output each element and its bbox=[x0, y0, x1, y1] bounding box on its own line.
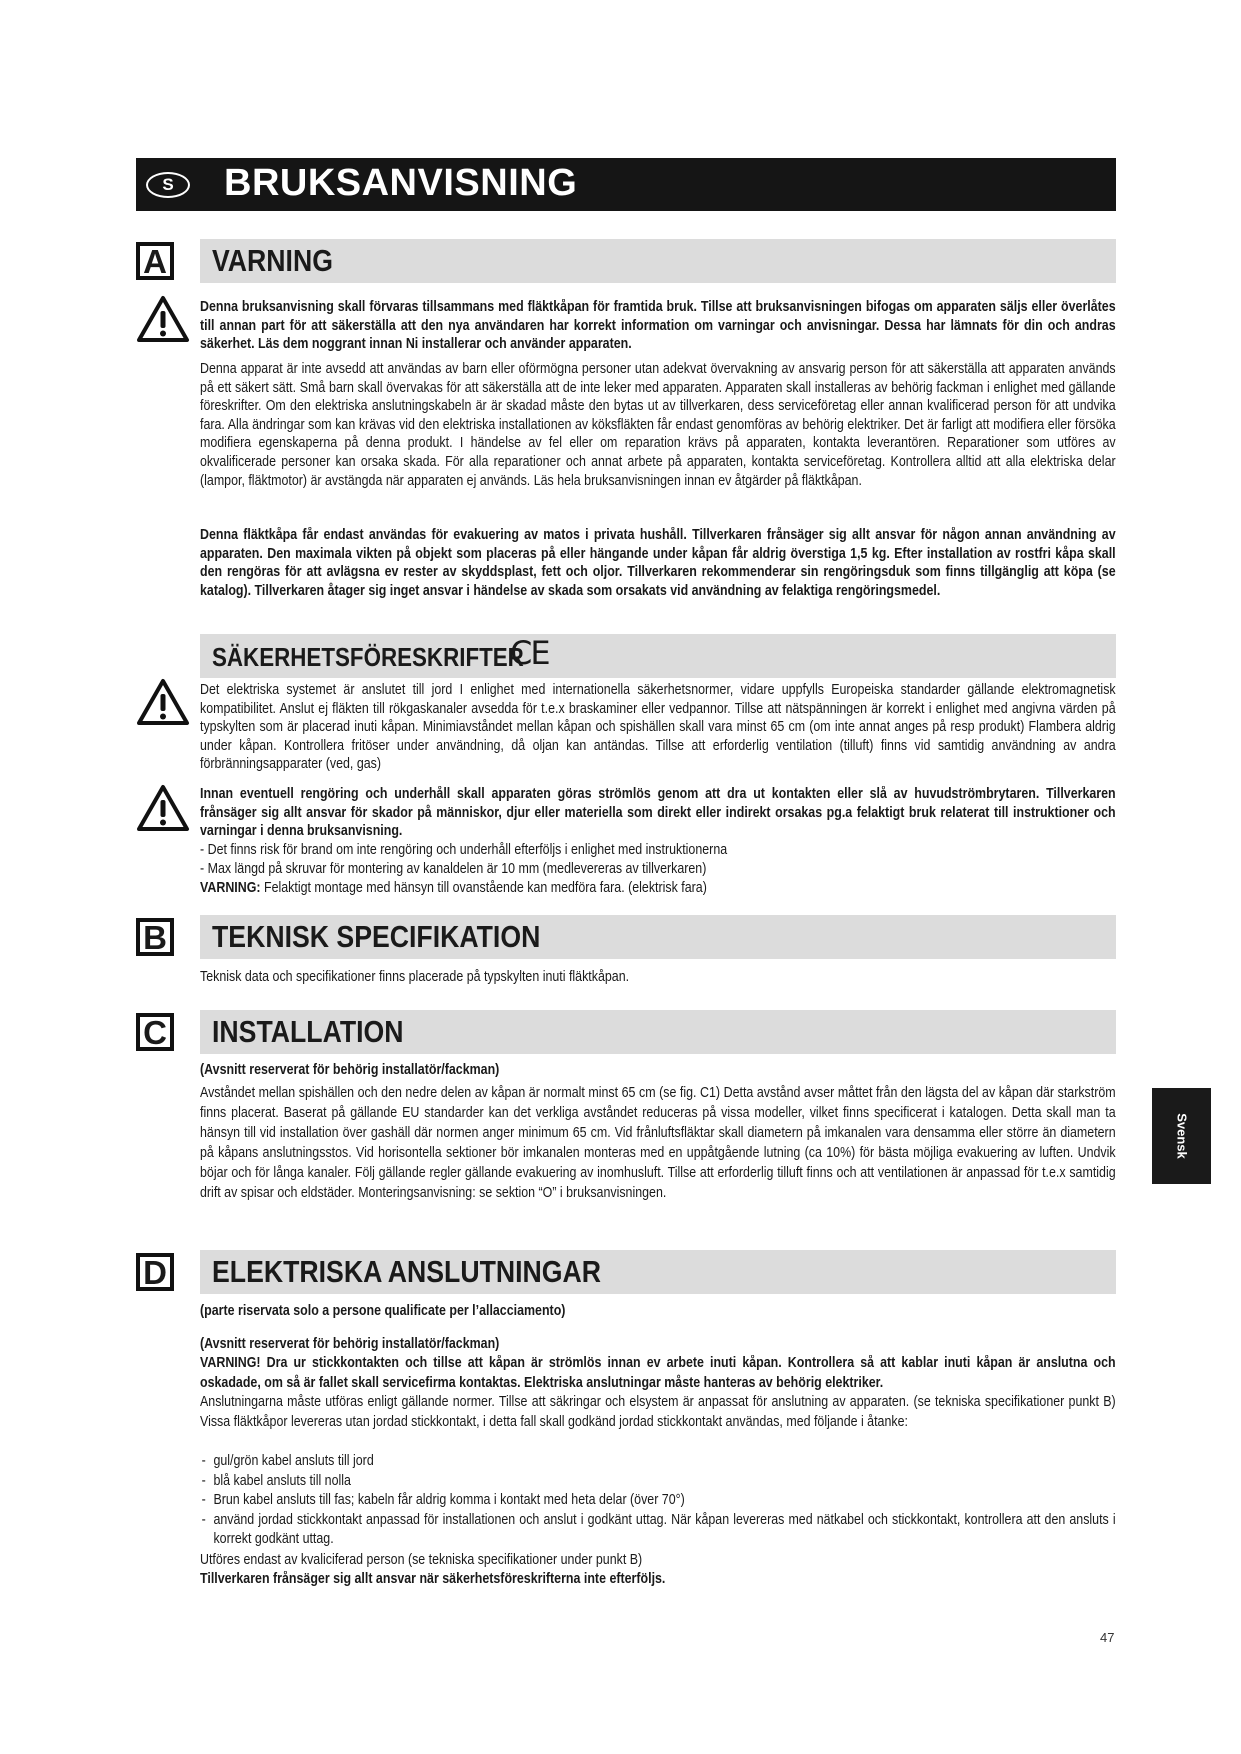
installation-subtitle: (Avsnitt reserverat för behörig installatör/fackman) bbox=[200, 1062, 500, 1078]
section-header-elektriska bbox=[200, 1250, 1116, 1294]
section-letter-d: D bbox=[136, 1253, 174, 1291]
elektriska-footer: Utföres endast av kvaliciferad person (se tekniska specifikationer under punkt B) bbox=[200, 1552, 643, 1568]
teknisk-body: Teknisk data och specifikationer finns placerade på typskylten inuti fläktkåpan. bbox=[200, 969, 630, 985]
section-header-installation bbox=[200, 1010, 1116, 1054]
list-item: - blå kabel ansluts till nolla bbox=[200, 1472, 1116, 1492]
section-header-sakerhet bbox=[200, 634, 1116, 678]
safety-paragraph-2: Innan eventuell rengöring och underhåll skall apparaten göras strömlös genom att dra ut kontakten eller slå av huvudströmbrytaren. Tillverkaren frånsäger sig allt ansvar för skador på människor, djur eller materiella som direkt eller indirekt orsakas pg.a felaktigt bruk relaterat till instruktioner och varningar i denna bruksanvisning. bbox=[200, 786, 1116, 840]
list-item: - Brun kabel ansluts till fas; kabeln får aldrig komma i kontakt med heta delar (över 70°) bbox=[200, 1491, 1116, 1511]
elektriska-body: Anslutningarna måste utföras enligt gällande normer. Tillse att säkringar och elsystem är anpassat för anslutning av apparaten. (se tekniska specifikationer punkt B) Vissa fläktkåpor levereras utan jordad stickkontakt, i detta fall skall godkänd jordad stickkontakt användas, med följande i åtanke: bbox=[200, 1394, 1116, 1430]
title-bar bbox=[136, 158, 1116, 211]
warning-triangle-icon bbox=[136, 678, 190, 726]
section-title: INSTALLATION bbox=[212, 1014, 404, 1049]
section-letter-b: B bbox=[136, 918, 174, 956]
safety-dash-2: - Max längd på skruvar för montering av kanaldelen är 10 mm (medlevereras av tillverkaren) bbox=[200, 861, 707, 877]
list-item: - gul/grön kabel ansluts till jord bbox=[200, 1452, 1116, 1472]
section-title: TEKNISK SPECIFIKATION bbox=[212, 919, 541, 954]
section-header-teknisk bbox=[200, 915, 1116, 959]
side-tab-label: Svensk bbox=[1174, 1113, 1189, 1159]
elektriska-warning: VARNING! Dra ur stickkontakten och tillse att kåpan är strömlös innan ev arbete inuti kåpan. Kontrollera så att kablar inuti kåpan är anslutna och oskadade, om så är fallet skall servicefirma kontaktas. Elektriska anslutningar måste hanteras av behörig elektriker. bbox=[200, 1355, 1116, 1391]
varning-body: Denna apparat är inte avsedd att användas av barn eller oförmögna personer utan adekvat övervakning av ansvarig person för att säkerställa att apparaten används på ett säkert sätt. Små barn skall övervakas för att säkerställa att de inte leker med apparaten. Apparaten skall installeras av behörig fackman i enlighet med gällande föreskrifter. Om den elektriska anslutningskabeln är är skadad måste den bytas ut av tillverkaren, dess serviceföretag eller annan kvalificerad person för att undvika fara. Alla ändringar som kan krävas vid den elektriska installationen av köksfläkten får endast genomföras av behörig elektriker. Det är farligt att modifiera eller försöka modifiera egenskaperna på denna produkt. I händelse av fel eller om reparation krävs på apparaten, kontakta leverantören. Reparationer som utföres av okvalificerade personer kan orsaka skada. För alla reparationer och annat arbete på apparaten, kontakta serviceföretag. Kontrollera alltid att alla elektriska delar (lampor, fläktmotor) är avstängda när apparaten ej används. Läs hela bruksanvisningen innan ev åtgärder på fläktkåpan. bbox=[200, 361, 1116, 489]
varning-body-bold: Denna fläktkåpa får endast användas för evakuering av matos i privata hushåll. Tillverkaren frånsäger sig allt ansvar för någon annan användning av apparaten. Den maximala vikten på objekt som placeras på eller hängande under kåpan får aldrig överstiga 1,5 kg. Efter installation av rostfri kåpa skall den rengöras för att avlägsna ev rester av skyddsplast, fett och oljor. Tillverkaren rekommenderar sin rengöringsduk som finns tillgänglig att köpa (se katalog). Tillverkaren åtager sig inget ansvar i händelse av skada som orsakats vid användning av felaktiga rengöringsmedel. bbox=[200, 527, 1116, 599]
section-letter-a: A bbox=[136, 242, 174, 280]
section-title: VARNING bbox=[212, 243, 333, 278]
list-item: - använd jordad stickkontakt anpassad för installationen och anslut i godkänt uttag. När kåpan levereras med nätkabel och stickkontakt, kontrollera att den ansluts i korrekt godkänt uttag. bbox=[200, 1511, 1116, 1550]
varning-intro: Denna bruksanvisning skall förvaras tillsammans med fläktkåpan för framtida bruk. Tillse att bruksanvisningen bifogas om apparaten säljs eller överlåtes till annan part för att säkerställa att den nya användaren har korrekt information om varningar och anvisningar. Dessa har lämnats för din och andras säkerhet. Läs dem noggrant innan Ni installerar och använder apparaten. bbox=[200, 299, 1116, 353]
elektriska-list bbox=[200, 1452, 1116, 1550]
section-title: ELEKTRISKA ANSLUTNINGAR bbox=[212, 1254, 602, 1289]
page-title: BRUKSANVISNING bbox=[224, 162, 578, 204]
section-letter-c: C bbox=[136, 1013, 174, 1051]
language-side-tab bbox=[1152, 1088, 1211, 1184]
elektriska-footer-bold: Tillverkaren frånsäger sig allt ansvar när säkerhetsföreskrifterna inte efterföljs. bbox=[200, 1571, 666, 1587]
ce-mark: CE bbox=[510, 634, 549, 672]
page-number: 47 bbox=[1100, 1630, 1115, 1645]
installation-body: Avståndet mellan spishällen och den nedre delen av kåpan är normalt minst 65 cm (se fig. C1) Detta avstånd avser måttet från den lägsta del av kåpan där starkström finns placerat. Baserat på gällande EU standarder kan det verkliga avståndet reduceras på vissa modeller, vilket finns specificerat i katalogen. Detta skall man ta hänsyn till vid installation över gashäll där normen anger minimum 65 cm. Vid frånluftsfläktar skall diametern på imkanalen vara densamma eller större än diametern på kåpans anslutningsstos. Vid horisontella sektioner bör imkanalen monteras med en uppåtgående lutning (ca 10%) för bästa möjliga evakuering av luften. Undvik böjar och för långa kanaler. Följ gällande regler gällande evakuering av inomhusluft. Tillse att erforderlig tilluft finns och att ventilationen är anpassad för t.e.x samtidig drift av spisar och eldstäder. Monteringsanvisning: se sektion “O” i bruksanvisningen. bbox=[200, 1085, 1116, 1201]
language-badge: S bbox=[146, 172, 190, 198]
safety-warning-line: VARNING: Felaktigt montage med hänsyn till ovanstående kan medföra fara. (elektrisk fara) bbox=[200, 880, 707, 896]
section-header-varning bbox=[200, 239, 1116, 283]
warning-triangle-icon bbox=[136, 784, 190, 832]
warning-triangle-icon bbox=[136, 295, 190, 343]
safety-paragraph-1: Det elektriska systemet är anslutet till jord I enlighet med internationella säkerhetsnormer, vidare uppfylls Europeiska standarder gällande elektromagnetisk kompatibilitet. Anslut ej fläkten till rökgaskanaler avsedda för t.e.x braskaminer eller vedpannor. Tillse att nätspänningen är korrekt i enlighet med angivna värden på typskylten som är placerad inuti kåpan. Minimiavståndet mellan kåpan och spishällen skall vara minst 65 cm (om inte annat anges på resp produkt) Flambera aldrig under kåpan. Kontrollera fritöser under användning, då oljan kan antändas. Tillse att erforderlig ventilation (tilluft) finns vid samtidig användning av andra förbränningsapparater (ved, gas) bbox=[200, 682, 1116, 773]
elektriska-subtitle: (Avsnitt reserverat för behörig installatör/fackman) bbox=[200, 1336, 500, 1352]
safety-dash-1: - Det finns risk för brand om inte rengöring och underhåll efterföljs i enlighet med instruktionerna bbox=[200, 842, 728, 858]
section-title: SÄKERHETSFÖRESKRIFTER bbox=[212, 642, 524, 672]
elektriska-subtitle-italian: (parte riservata solo a persone qualificate per l’allacciamento) bbox=[200, 1303, 566, 1319]
